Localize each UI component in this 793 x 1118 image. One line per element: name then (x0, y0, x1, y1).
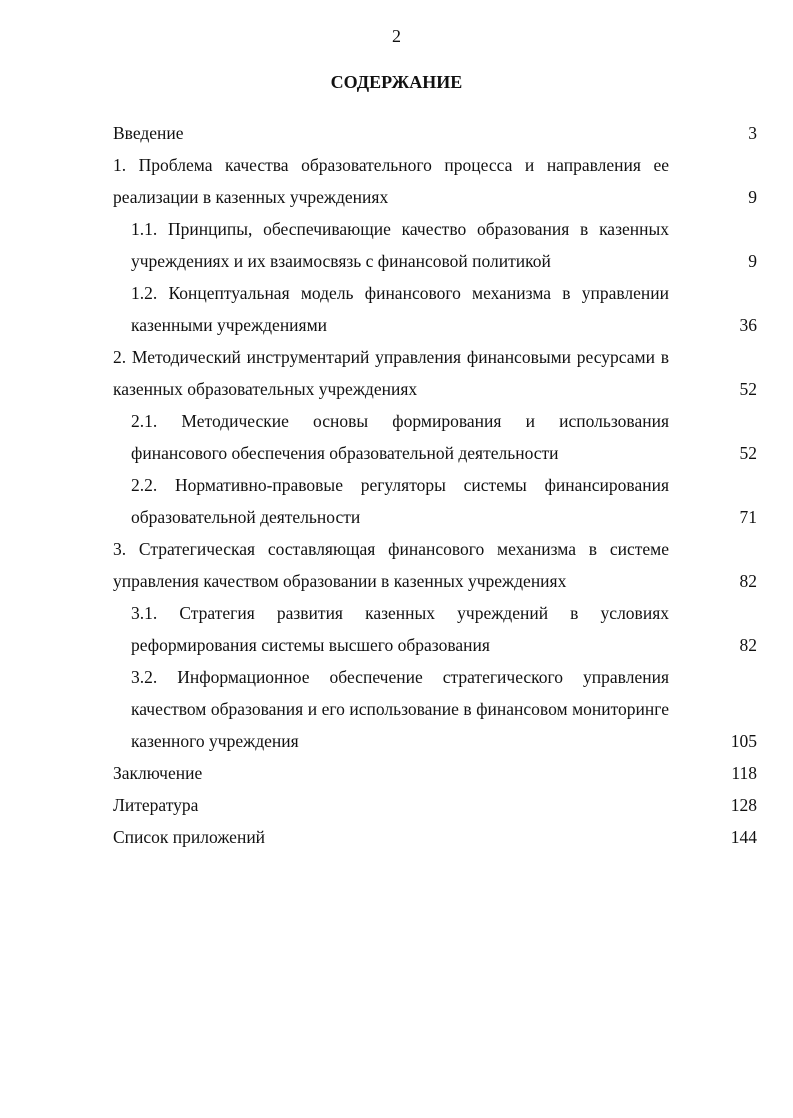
toc-entry-page: 82 (739, 571, 757, 591)
toc-entry-title: Список приложений (113, 827, 266, 847)
toc-entry-page: 9 (748, 251, 757, 271)
toc-entry-title: Литература (113, 795, 199, 815)
toc-entry-appendices (113, 821, 757, 853)
toc-entry-chapter-1 (113, 149, 757, 213)
toc-entry-page: 82 (739, 635, 757, 655)
toc-entry-title: 1. Проблема качества образовательного процесса и направления ее реализации в казенных учреждениях (113, 155, 669, 207)
toc-entry-title: 1.2. Концептуальная модель финансового механизма в управлении казенными учреждениями (131, 283, 669, 335)
toc-entry-page: 118 (731, 763, 757, 783)
toc-entry-title: 3.1. Стратегия развития казенных учреждений в условиях реформирования системы высшего образования (131, 603, 669, 655)
toc-entry-page: 128 (730, 795, 757, 815)
toc-entry-literature (113, 789, 757, 821)
toc-entry-title: Введение (113, 123, 184, 143)
toc-entry-introduction (113, 117, 757, 149)
toc-title: СОДЕРЖАНИЕ (330, 72, 463, 92)
toc-entry-page: 36 (739, 315, 757, 335)
toc-entry-section-3-1 (113, 597, 757, 661)
toc-entry-section-2-1 (113, 405, 757, 469)
toc-entry-title: 2.1. Методические основы формирования и использования финансового обеспечения образовательной деятельности (131, 411, 669, 463)
toc-entry-page: 52 (739, 379, 757, 399)
toc-entry-section-2-2 (113, 469, 757, 533)
toc-entry-title: 3.2. Информационное обеспечение стратегического управления качеством образования и его использование в финансовом мониторинге казенного учреждения (131, 667, 669, 751)
toc-entry-page: 71 (739, 507, 757, 527)
toc-entry-title: 2.2. Нормативно-правовые регуляторы системы финансирования образовательной деятельности (131, 475, 669, 527)
toc-entry-title: Заключение (113, 763, 203, 783)
toc-entry-page: 52 (739, 443, 757, 463)
toc-entry-page: 144 (730, 827, 757, 847)
toc-entry-chapter-2 (113, 341, 757, 405)
toc-entry-title: 3. Стратегическая составляющая финансового механизма в системе управления качеством образовании в казенных учреждениях (113, 539, 669, 591)
toc-entry-title: 2. Методический инструментарий управления финансовыми ресурсами в казенных образовательных учреждениях (113, 347, 669, 399)
toc-entry-section-3-2 (113, 661, 757, 757)
toc-entry-conclusion (113, 757, 757, 789)
page-number: 2 (392, 26, 401, 46)
toc-entry-page: 3 (748, 123, 757, 143)
table-of-contents (113, 117, 757, 853)
toc-entry-page: 105 (730, 731, 757, 751)
toc-entry-section-1-1 (113, 213, 757, 277)
toc-entry-title: 1.1. Принципы, обеспечивающие качество образования в казенных учреждениях и их взаимосвязь с финансовой политикой (131, 219, 669, 271)
toc-entry-chapter-3 (113, 533, 757, 597)
toc-entry-section-1-2 (113, 277, 757, 341)
toc-entry-page: 9 (748, 187, 757, 207)
